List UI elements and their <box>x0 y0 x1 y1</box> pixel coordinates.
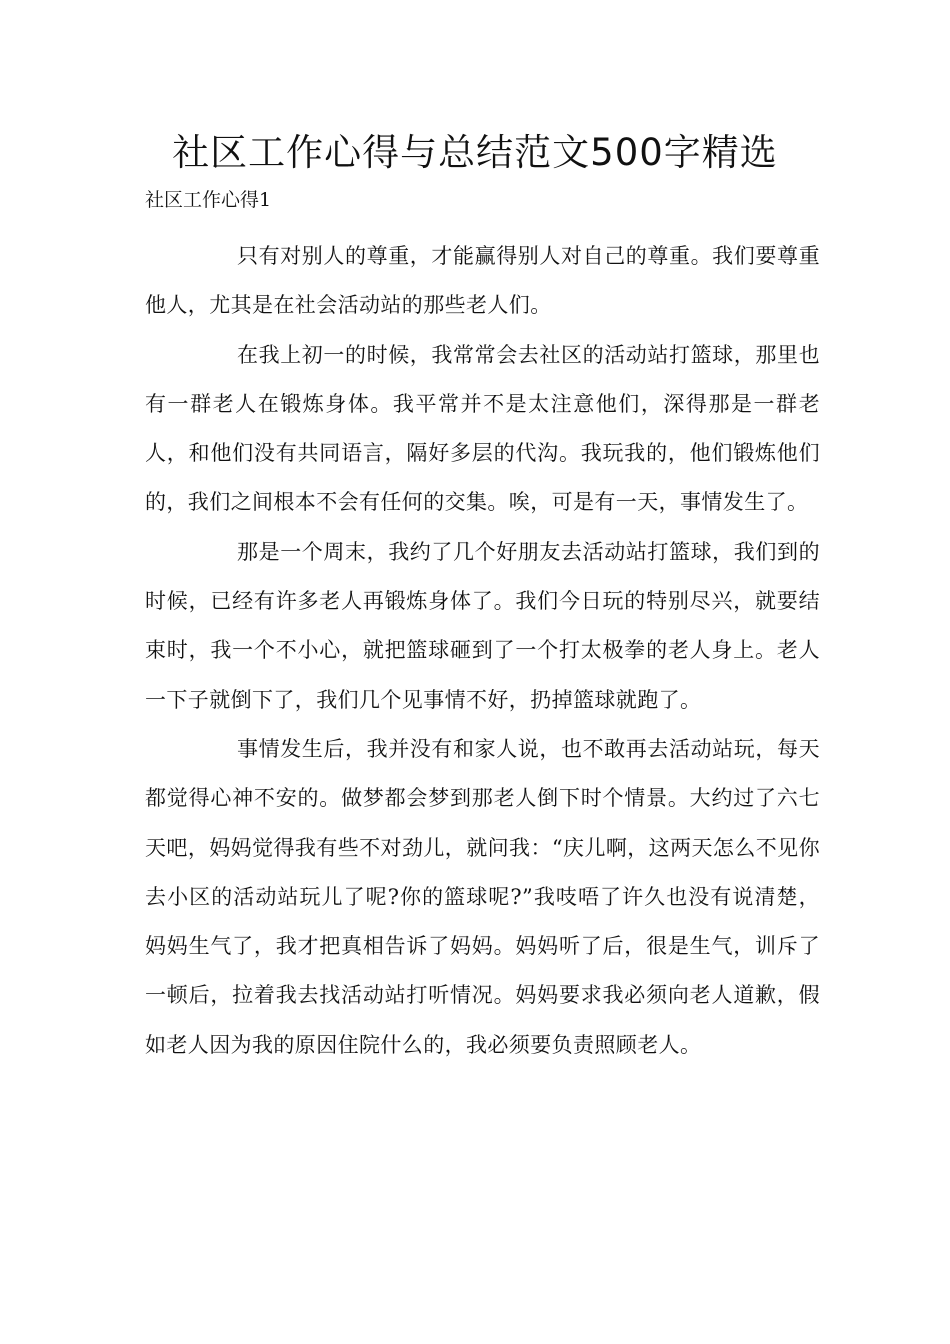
document-title: 社区工作心得与总结范文500字精选 <box>172 131 778 174</box>
paragraph-1: 只有对别人的尊重，才能赢得别人对自己的尊重。我们要尊重他人，尤其是在社会活动站的那些老人们。 <box>145 244 820 318</box>
paragraph-2: 在我上初一的时候，我常常会去社区的活动站打篮球，那里也有一群老人在锻炼身体。我平常并不是太注意他们，深得那是一群老人，和他们没有共同语言，隔好多层的代沟。我玩我的，他们锻炼他们的，我们之间根本不会有任何的交集。唉，可是有一天，事情发生了。 <box>145 342 820 515</box>
paragraph-3: 那是一个周末，我约了几个好朋友去活动站打篮球，我们到的时候，已经有许多老人再锻炼身体了。我们今日玩的特别尽兴，就要结束时，我一个不小心，就把篮球砸到了一个打太极拳的老人身上。老人一下子就倒下了，我们几个见事情不好，扔掉篮球就跑了。 <box>145 539 820 712</box>
paragraph-4: 事情发生后，我并没有和家人说，也不敢再去活动站玩，每天都觉得心神不安的。做梦都会梦到那老人倒下时个情景。大约过了六七天吧，妈妈觉得我有些不对劲儿，就问我：“庆儿啊，这两天怎么不见你去小区的活动站玩儿了呢?你的篮球呢?”我吱唔了许久也没有说清楚，妈妈生气了，我才把真相告诉了妈妈。妈妈听了后，很是生气，训斥了一顿后，拉着我去找活动站打听情况。妈妈要求我必须向老人道歉，假如老人因为我的原因住院什么的，我必须要负责照顾老人。 <box>145 736 820 1057</box>
document-body <box>145 232 820 1070</box>
section-heading: 社区工作心得1 <box>145 189 272 211</box>
